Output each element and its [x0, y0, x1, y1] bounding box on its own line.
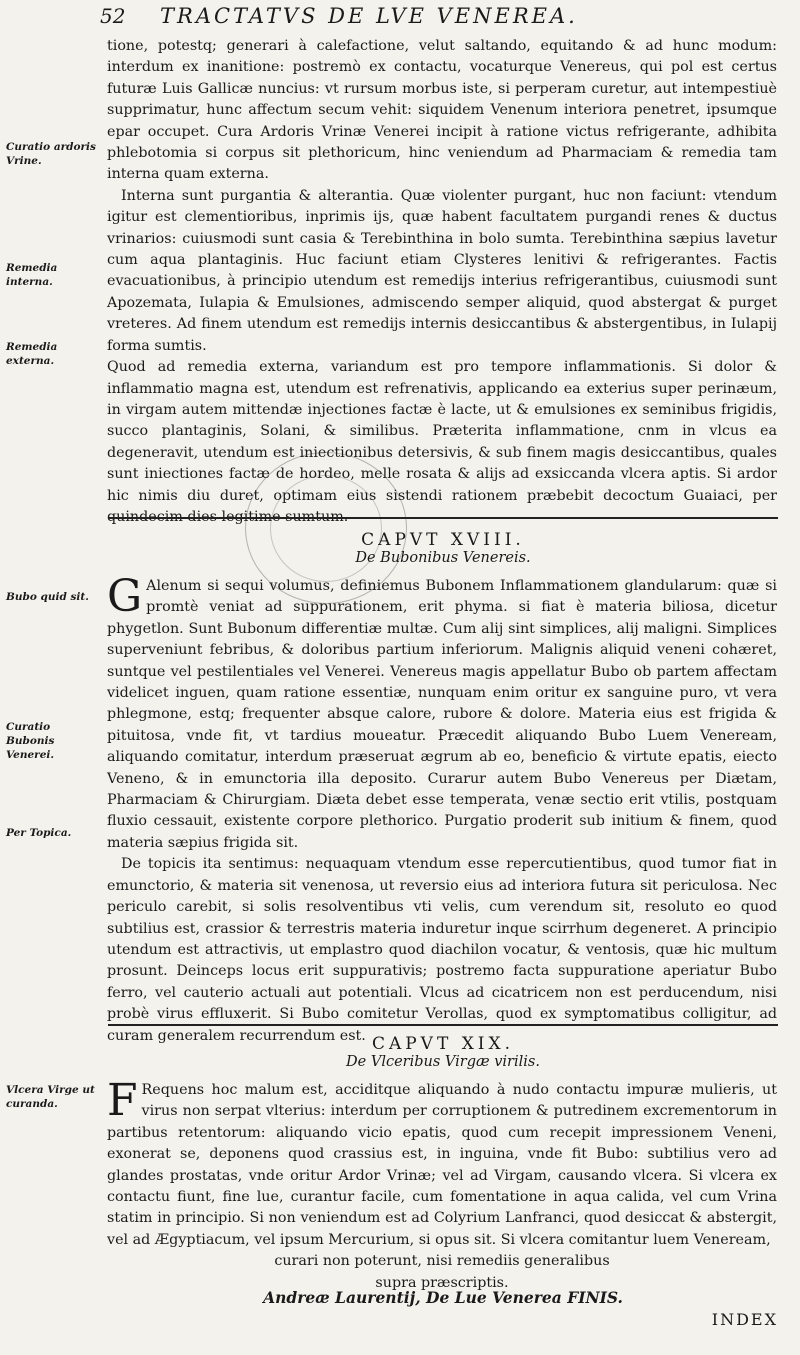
drop-cap: G — [107, 571, 143, 622]
drop-cap: F — [107, 1075, 138, 1126]
paragraph: Interna sunt purgantia & alterantia. Quæ violenter purgant, huc non faciunt: vtendum igitur est clementioribus, inprimis ijs, quæ habent facultatem purgandi renes & ductus vrinarios: cuiusmodi sunt casia & Terebinthina in bolo sumta. Terebinthina sæpius lavetur cum aqua plantaginis. Huc faciunt etiam Clysteres lenitivi & refrigerantes. Factis evacuationibus, à principio utendum est remedijs interius refrigerantibus, cuiusmodi sunt Apozemata, Iulapia & Emulsiones, admiscendo semper aliquid, quod abstergat & purget vreteres. Ad finem utendum est remedijs internis desiccantibus & abstergentibus, in Iulapij forma sumtis. — [107, 187, 777, 354]
catchword: INDEX — [711, 1310, 778, 1329]
chapter-subtitle: De Bubonibus Venereis. — [355, 550, 531, 566]
paragraph-tail: supra præscriptis. — [375, 1274, 509, 1291]
chapter-title: CAPVT XIX. — [371, 1034, 515, 1054]
paragraph: tione, potestq; generari à calefactione, velut saltando, equitando & ad hunc modum: interdum ex inanitione: postremò ex contactu, vocaturque Venereus, qui pol est certus futuræ Luis Gallicæ nuncius: vt rursum morbus iste, si perperam curetur, aut intempestiuè supprimatur, hunc affectum secum vehit: siquidem Venenum interiora penetret, ipsumque epar occupet. Cura Ardoris Vrinæ Venerei incipit à ratione victus refrigerante, adhibita phlebotomia si corpus sit plethoricum, hinc veniendum ad Pharmaciam & remedia tam interna quam externa. — [107, 38, 777, 183]
chapter-subtitle: De Vlceribus Virgæ virilis. — [346, 1054, 540, 1070]
section-divider — [108, 517, 778, 519]
paragraph: De topicis ita sentimus: nequaquam vtendum esse repercutientibus, quod tumor fiat in emunctorio, & materia sit venenosa, ut reversio eius ad interiora futura sit periculosa. Nec periculo carebit, si solis resolventibus vti velis, cum verendum sit, resoluto eo quod subtilius est, crassior & terrestris materia induretur inque scirrhum degeneret. A principio utendum est attractivis, ut emplastro quod diachilon vocatur, & ventosis, quæ hic multum prosunt. Deinceps locus erit suppurativis; postremo facta suppuratione aperiatur Bubo ferro, vel cauterio actuali aut potentiali. Vlcus ad cicatricem non est perducendum, nisi probè virus effluxerit. Si Bubo comitetur Verollas, quod ex symptomatibus colligitur, ad curam generalem recurrendum est. — [107, 856, 777, 1044]
margin-note-bubo-quid: Bubo quid sit. — [6, 591, 89, 603]
margin-note-per-topica: Per Topica. — [6, 827, 72, 839]
chapter-18-heading — [108, 530, 778, 566]
margin-note-vlcera-virge: Vlcera Virge ut curanda. — [6, 1084, 95, 1110]
paragraph — [107, 1075, 777, 1251]
chapter-title: CAPVT XVIII. — [361, 530, 525, 550]
margin-note-remedia-externa: Remedia externa. — [6, 341, 58, 367]
chapter-18-body — [107, 571, 777, 1047]
running-title: TRACTATVS DE LVE VENEREA. — [160, 4, 578, 28]
margin-note-curatio-ardoris: Curatio ardoris Vrine. — [6, 141, 96, 167]
paragraph — [107, 571, 777, 854]
chapter-19-heading — [108, 1034, 778, 1070]
running-header — [100, 2, 780, 32]
paragraph-text: Alenum si sequi volumus, definiemus Bubonem Inflammationem glandularum: quæ si promtè veniat ad suppurationem, erit phyma. si fiat è materia biliosa, dicetur phygetlon. Sunt Bubonum differentiæ multæ. Cum alij sint simplices, alij maligni. Simplices superveniunt febribus, & doloribus partium inferiorum. Malignis aliquid veneni cohæret, suntque vel pestilentiales vel Venerei. Venereus magis appellatur Bubo ob partem affectam videlicet inguen, quam ratione essentiæ, nunquam enim oritur ex sanguine puro, vt vera phlegmone, estq; frequenter absque calore, rubore & dolore. Materia eius est frigida & pituitosa, vnde fit, vt tardius moueatur. Præcedit aliquando Bubo Luem Veneream, aliquando comitatur, interdum præseruat ægrum ab eo, beneficio & virtute epatis, eiecto Veneno, & in emunctoria illa deposito. Curarur autem Bubo Venereus per Diætam, Pharmaciam & Chirurgiam. Diæta debet esse temperata, venæ sectio erit vtilis, postquam fluxio cessauit, existente corpore plethorico. Purgatio proderit sub initium & finem, quod materia sæpius frigida sit. — [107, 578, 777, 851]
margin-note-curatio-bubonis: Curatio Bubonis Venerei. — [6, 721, 55, 761]
colophon-finis: Andreæ Laurentij, De Lue Venerea FINIS. — [263, 1288, 623, 1307]
chapter-19-body — [107, 1075, 777, 1294]
paragraph-tail: curari non poterunt, nisi remediis generalibus — [274, 1253, 610, 1270]
paragraph-text: Requens hoc malum est, acciditque aliquando à nudo contactu impuræ mulieris, ut virus non serpat vlterius: interdum per corruptionem & putredinem excrementorum in partibus retentorum: aliquando vicio epatis, quod cum recepit impressionem Veneni, exonerat se, deponens quod crassius est, in inguina, vnde fit Bubo: subtilius vero ad glandes prostatas, vnde oritur Ardor Vrinæ; vel ad Virgam, causando vlcera. Si vlcera ex contactu fiunt, fine lue, curantur facile, cum fomentatione in aqua calida, vel cum Vrina statim in principio. Si non veniendum est ad Colyrium Lanfranci, quod desiccat & abstergit, vel ad Ægyptiacum, vel ipsum Mercurium, si opus sit. Si vlcera comitantur luem Veneream, — [107, 1082, 777, 1248]
section-divider — [108, 1024, 778, 1026]
page-number: 52 — [100, 4, 126, 28]
paragraph: Quod ad remedia externa, variandum est pro tempore inflammationis. Si dolor & inflammatio magna est, utendum est refrenativis, applicando ea exterius super perinæum, in virgam autem mittendæ injectiones factæ è lacte, ut & emulsiones ex seminibus frigidis, succo plantaginis, Solani, & similibus. Præterita inflammatione, cnm in vlcus ea degeneravit, utendum est iniectionibus detersivis, & sub finem magis desiccantibus, quales sunt iniectiones factæ de hordeo, melle rosata & alijs ad exsiccanda vlcera aptis. Si ardor hic nimis diu duret, optimam eius sistendi rationem præbebit decoctum Guaiaci, per quindecim dies legitime sumtum. — [107, 359, 777, 525]
margin-note-remedia-interna: Remedia interna. — [6, 262, 58, 288]
section-ardor-urinae — [107, 36, 777, 528]
